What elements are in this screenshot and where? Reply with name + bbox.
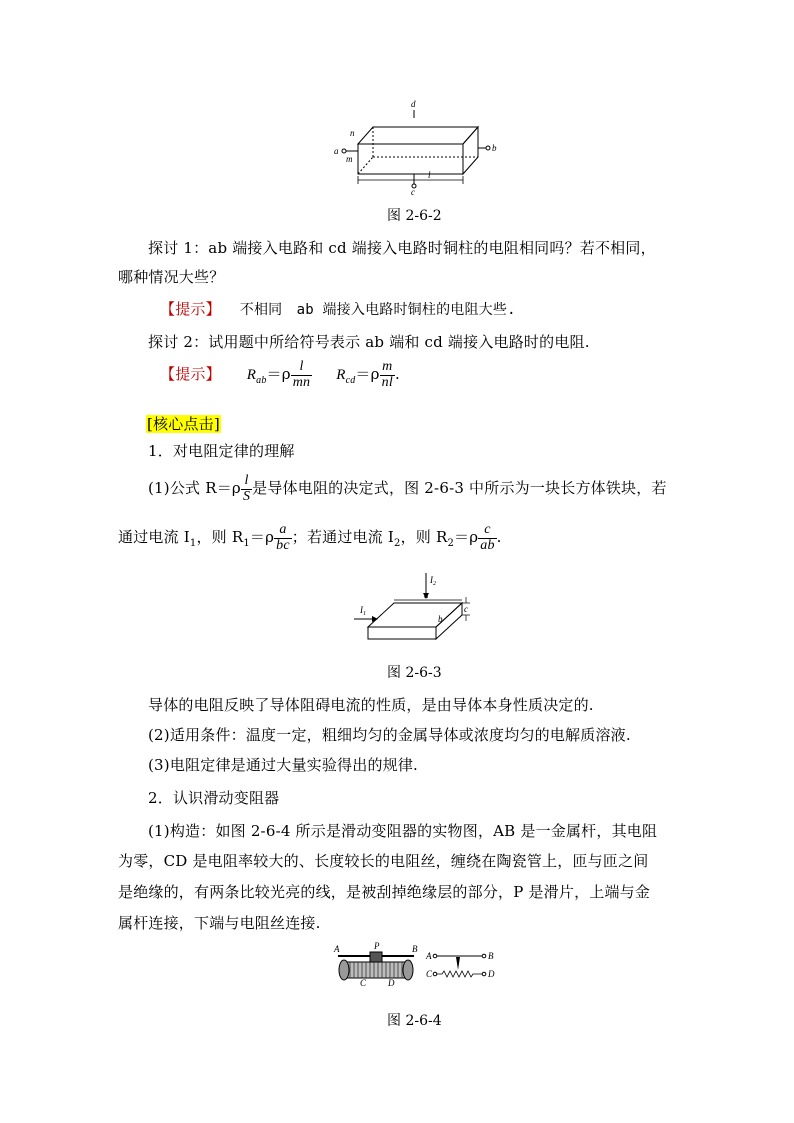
label-C-photo: C <box>360 978 367 988</box>
label-c: c <box>464 604 468 614</box>
fraction-c-ab: $\frac{c}{ab}$ <box>480 522 495 553</box>
section-2-l2: 为零，CD 是电阻率较大的、长度较长的电阻丝，缠绕在陶瓷管上，匝与匝之间 <box>118 852 649 870</box>
label-I2: $I_2$ <box>430 575 436 587</box>
label-A-schematic: A <box>426 951 432 961</box>
section-2-l1: (1)构造：如图 2-6-4 所示是滑动变阻器的实物图，AB 是一金属杆，其电阻 <box>148 822 658 840</box>
equals-rho: ＝ρ <box>355 365 380 384</box>
figure-caption-2-6-2: 图 2-6-2 <box>387 208 442 224</box>
label-l: l <box>428 170 431 180</box>
label-m: m <box>346 154 353 164</box>
label-I1: $I_1$ <box>360 605 366 617</box>
figure-2-6-3 <box>350 567 480 652</box>
section-1-p3: (2)适用条件：温度一定，粗细均匀的金属导体或浓度均匀的电解质溶液. <box>148 726 631 744</box>
section-1-p1b: 通过电流 $I_1$，则 $R_1=\rho$ $\frac{a}{bc}$ ；若通过电流 $I_2$，则 $R_2=\rho$ $\frac{c}{ab}$ . <box>118 522 502 553</box>
iron-block-diagram <box>350 567 480 652</box>
hint-2: 【提示】 $R_{ab}=\rho$ $\frac{l}{mn}$ $R_{cd}=\rho$ $\frac{m}{nl}$ . <box>160 359 400 390</box>
label-P-photo: P <box>374 941 380 951</box>
label-d: d <box>411 99 416 109</box>
figure-caption-2-6-4: 图 2-6-4 <box>387 1013 442 1029</box>
label-c: c <box>411 187 415 196</box>
label-D-schematic: D <box>488 969 495 979</box>
label-D-photo: D <box>388 978 395 988</box>
formula-prefix: (1)公式 R＝ρ <box>148 479 241 498</box>
hint-1-text: 不相同 ab 端接入电路时铜柱的电阻大些. <box>239 302 516 318</box>
hint-tag: 【提示】 <box>160 300 221 318</box>
label-b: b <box>492 143 497 153</box>
figure-caption-2-6-3: 图 2-6-3 <box>387 665 442 681</box>
label-B-schematic: B <box>488 951 494 961</box>
section-2-title: 2．认识滑动变阻器 <box>148 789 280 807</box>
section-1-p2: 导体的电阻反映了导体阻碍电流的性质，是由导体本身性质决定的. <box>148 696 594 714</box>
label-a: a <box>334 146 339 156</box>
r-cd-sub: cd <box>345 375 356 387</box>
figure-2-6-4 <box>332 940 502 990</box>
section-2-l4: 属杆连接，下端与电阻丝连接. <box>118 914 321 932</box>
section-1-p4: (3)电阻定律是通过大量实验得出的规律. <box>148 756 419 774</box>
discussion-2: 探讨 2：试用题中所给符号表示 ab 端和 cd 端接入电路时的电阻. <box>148 333 590 351</box>
equals-rho: ＝ρ <box>266 365 291 384</box>
section-2-l3: 是绝缘的，有两条比较光亮的线，是被刮掉绝缘层的部分，P 是滑片，上端与金 <box>118 883 651 901</box>
label-C-schematic: C <box>426 969 433 979</box>
label-B-photo: B <box>412 944 418 954</box>
fraction-m-nl: $\frac{m}{nl}$ <box>381 359 393 390</box>
section-1-title: 1．对电阻定律的理解 <box>148 442 295 460</box>
discussion-1-line2: 哪种情况大些？ <box>118 268 225 286</box>
r-ab-symbol: R <box>246 367 257 384</box>
label-n: n <box>350 128 355 138</box>
fraction-l-mn: $\frac{l}{mn}$ <box>292 359 311 390</box>
section-1-p1 <box>148 474 667 504</box>
discussion-1-line1: 探讨 1：ab 端接入电路和 cd 端接入电路时铜柱的电阻相同吗？若不相同， <box>148 239 656 257</box>
hint-1 <box>160 298 516 319</box>
r-ab-sub: ab <box>256 375 267 387</box>
copper-block-diagram <box>330 96 500 196</box>
r-cd-symbol: R <box>336 367 346 384</box>
core-tag-text: [核心点击] <box>147 415 220 433</box>
hint-tag: 【提示】 <box>160 365 221 384</box>
rheostat-diagram <box>332 940 502 990</box>
figure-2-6-2 <box>330 96 500 196</box>
fraction-l-s: $\frac{l}{S}$ <box>242 473 251 504</box>
formula-suffix: 是导体电阻的决定式，图 2-6-3 中所示为一块长方体铁块，若 <box>252 479 667 498</box>
label-b: b <box>438 614 443 624</box>
label-a: a <box>424 590 429 600</box>
fraction-a-bc: $\frac{a}{bc}$ <box>276 522 290 553</box>
core-points-tag <box>146 413 221 434</box>
label-A-photo: A <box>334 944 340 954</box>
